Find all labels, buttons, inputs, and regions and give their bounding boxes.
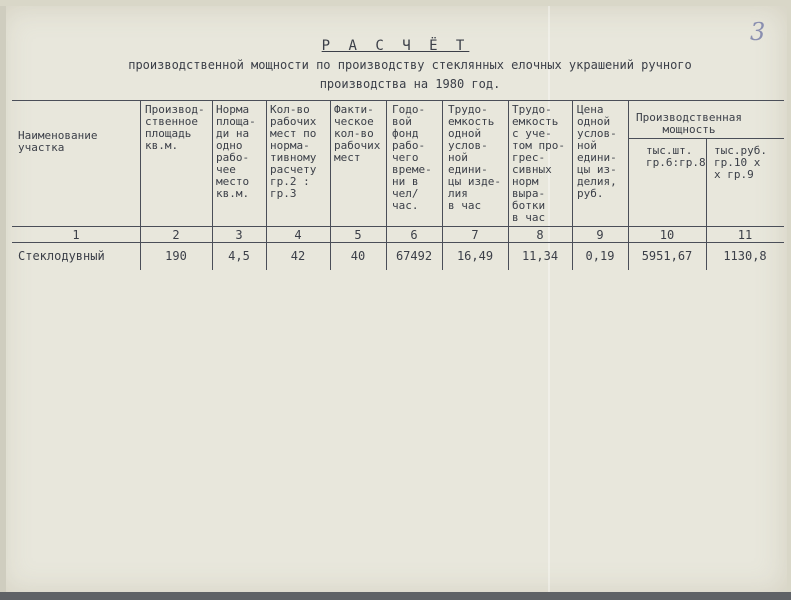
- col-divider-9: [628, 100, 629, 270]
- cell-annual-time-fund: 67492: [395, 249, 433, 263]
- document-subtitle: производственной мощности по производству стеклянных елочных украшений ручного производства на 1980 год.: [128, 58, 692, 91]
- sheet-edge: [0, 6, 6, 594]
- header-bottom-line: [12, 226, 784, 227]
- paper-fold: [548, 6, 550, 594]
- header-actual-workplaces: Факти- ческое кол-во рабочих мест: [334, 103, 381, 164]
- column-number: 8: [536, 228, 544, 242]
- header-capacity-thousand-rubles: тыс.руб. гр.10 х х гр.9: [714, 144, 767, 181]
- column-number: 11: [737, 228, 753, 242]
- col-divider-1: [140, 100, 141, 270]
- cell-capacity-thousand-rubles: 1130,8: [723, 249, 767, 263]
- cell-capacity-thousand-units: 5951,67: [641, 249, 693, 263]
- column-number: 10: [659, 228, 675, 242]
- header-section-name: Наименование участка: [18, 129, 98, 154]
- col-divider-8: [572, 100, 573, 270]
- column-number: 6: [410, 228, 418, 242]
- column-number: 4: [294, 228, 302, 242]
- header-area-norm: Норма площа- ди на одно рабо- чее место кв.м.: [216, 103, 256, 200]
- numbers-bottom-line: [12, 242, 784, 243]
- column-number: 2: [172, 228, 180, 242]
- cell-actual-workplaces: 40: [350, 249, 366, 263]
- column-number: 1: [72, 228, 80, 242]
- col-divider-2: [212, 100, 213, 270]
- header-production-area: Производ- ственное площадь кв.м.: [145, 103, 205, 152]
- header-capacity-thousand-units: тыс.шт. гр.6:гр.8: [646, 144, 706, 169]
- column-number: 3: [235, 228, 243, 242]
- cell-area-norm: 4,5: [228, 249, 250, 263]
- header-unit-price: Цена одной услов- ной едини- цы из- делия, руб.: [577, 103, 617, 200]
- col-divider-7: [508, 100, 509, 270]
- header-normative-workplaces: Кол-во рабочих мест по норма- тивному расчету гр.2 : гр.3: [270, 103, 317, 200]
- cell-unit-price: 0,19: [585, 249, 615, 263]
- cell-labor-intensity-progressive: 11,34: [521, 249, 559, 263]
- column-number: 5: [354, 228, 362, 242]
- col-divider-5: [386, 100, 387, 270]
- scanner-border: [0, 592, 791, 600]
- cell-section-name: Стеклодувный: [18, 249, 105, 263]
- col-divider-4: [330, 100, 331, 270]
- document-sheet: [0, 6, 787, 594]
- header-labor-intensity-progressive: Трудо- емкость с уче- том про- грес- сивных норм выра- ботки в час: [512, 103, 565, 224]
- col-divider-3: [266, 100, 267, 270]
- document-title: Р А С Ч Ё Т: [321, 38, 470, 54]
- cell-normative-workplaces: 42: [290, 249, 306, 263]
- header-labor-intensity: Трудо- емкость одной услов- ной едини- цы изде- лия в час: [448, 103, 501, 212]
- col-divider-6: [442, 100, 443, 270]
- header-annual-time-fund: Годо- вой фонд рабо- чего време- ни в чел/ час.: [392, 103, 432, 212]
- cell-labor-intensity: 16,49: [456, 249, 494, 263]
- table-top-line: [12, 100, 784, 101]
- page-number: 3: [750, 18, 766, 46]
- column-number: 9: [596, 228, 604, 242]
- cell-production-area: 190: [165, 249, 187, 263]
- column-number: 7: [471, 228, 479, 242]
- header-production-capacity: Производственная мощность: [636, 111, 742, 136]
